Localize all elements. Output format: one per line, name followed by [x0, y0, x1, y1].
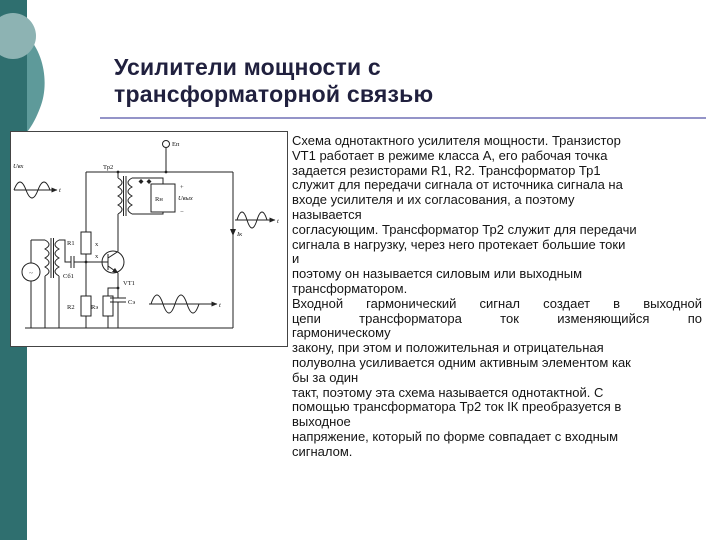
body-line: сигнала в нагрузку, через него протекает большие токи — [292, 236, 626, 252]
body-line: задается резисторами R1, R2. Трансформатор Тр1 — [292, 162, 601, 178]
polarity-diamond — [147, 179, 152, 184]
body-line: Входной гармонический сигнал создает в выходной — [292, 295, 702, 311]
polarity-diamond — [139, 179, 144, 184]
resistor-r2 — [81, 296, 91, 316]
body-line: такт, поэтому эта схема называется однотактной. С — [292, 384, 604, 400]
label-x-mark: х — [95, 253, 99, 260]
label-u-out: Uвых — [178, 195, 193, 202]
circuit-figure — [10, 131, 288, 347]
label-ik: Iк — [237, 231, 243, 238]
label-re: Rэ — [91, 304, 99, 311]
label-cb1: Cб1 — [63, 273, 74, 280]
resistor-re — [103, 296, 113, 316]
label-t-axis: t — [59, 187, 61, 194]
title-line-1: Усилители мощности с — [114, 54, 381, 80]
body-line: цепи трансформатора ток изменяющийся по — [292, 310, 702, 326]
body-line: согласующим. Трансформатор Тр2 служит для передачи — [292, 221, 637, 237]
body-line: служит для передачи сигнала от источника сигнала на — [292, 177, 623, 193]
ik-arrow — [230, 229, 236, 236]
tr1-secondary — [55, 240, 59, 276]
resistor-r1 — [81, 232, 91, 254]
label-r2: R2 — [67, 304, 75, 311]
title-underline — [100, 117, 706, 119]
supply-terminal — [163, 141, 170, 148]
body-line: называется — [292, 206, 362, 222]
label-r1: R1 — [67, 240, 75, 247]
label-r-load: Rн — [155, 196, 163, 203]
body-line: трансформатором. — [292, 280, 408, 296]
page-title — [114, 54, 433, 108]
body-line: бы за один — [292, 369, 359, 385]
label-minus: − — [180, 209, 184, 216]
circuit-diagram — [11, 132, 287, 346]
body-line: и — [292, 251, 300, 267]
body-line: гармоническому — [292, 325, 391, 341]
label-x-mark: х — [95, 241, 99, 248]
circuit-labels — [13, 141, 279, 311]
tr1-primary — [45, 240, 49, 276]
label-tr2: Тр2 — [103, 164, 114, 171]
label-supply: Eп — [172, 141, 180, 148]
body-line: поэтому он называется силовым или выходным — [292, 266, 583, 282]
body-line: VT1 работает в режиме класса А, его рабочая точка — [292, 147, 608, 163]
tr2-primary — [118, 178, 122, 214]
body-line: закону, при этом и положительная и отрицательная — [292, 340, 604, 356]
body-line: полуволна усиливается одним активным элементом как — [292, 354, 631, 370]
body-line: Схема однотактного усилителя мощности. Транзистор — [292, 133, 621, 148]
label-vt1: VT1 — [123, 280, 135, 287]
body-line: входе усилителя и их согласования, а поэтому — [292, 192, 575, 208]
tr2-secondary — [128, 178, 132, 214]
body-text — [292, 134, 702, 460]
body-line: выходное — [292, 414, 351, 430]
label-sine-source: ~ — [29, 270, 33, 277]
label-t-axis: t — [277, 218, 279, 225]
body-line: помощью трансформатора Тр2 ток IК преобразуется в — [292, 399, 622, 415]
label-plus: + — [180, 184, 184, 191]
label-ce: Cэ — [128, 299, 136, 306]
label-u-in: Uвх — [13, 163, 24, 170]
body-line: сигналом. — [292, 443, 353, 459]
label-t-axis: t — [219, 302, 221, 309]
body-line: напряжение, который по форме совпадает с входным — [292, 428, 619, 444]
circuit-wiring — [14, 141, 275, 329]
title-line-2: трансформаторной связью — [114, 81, 434, 107]
